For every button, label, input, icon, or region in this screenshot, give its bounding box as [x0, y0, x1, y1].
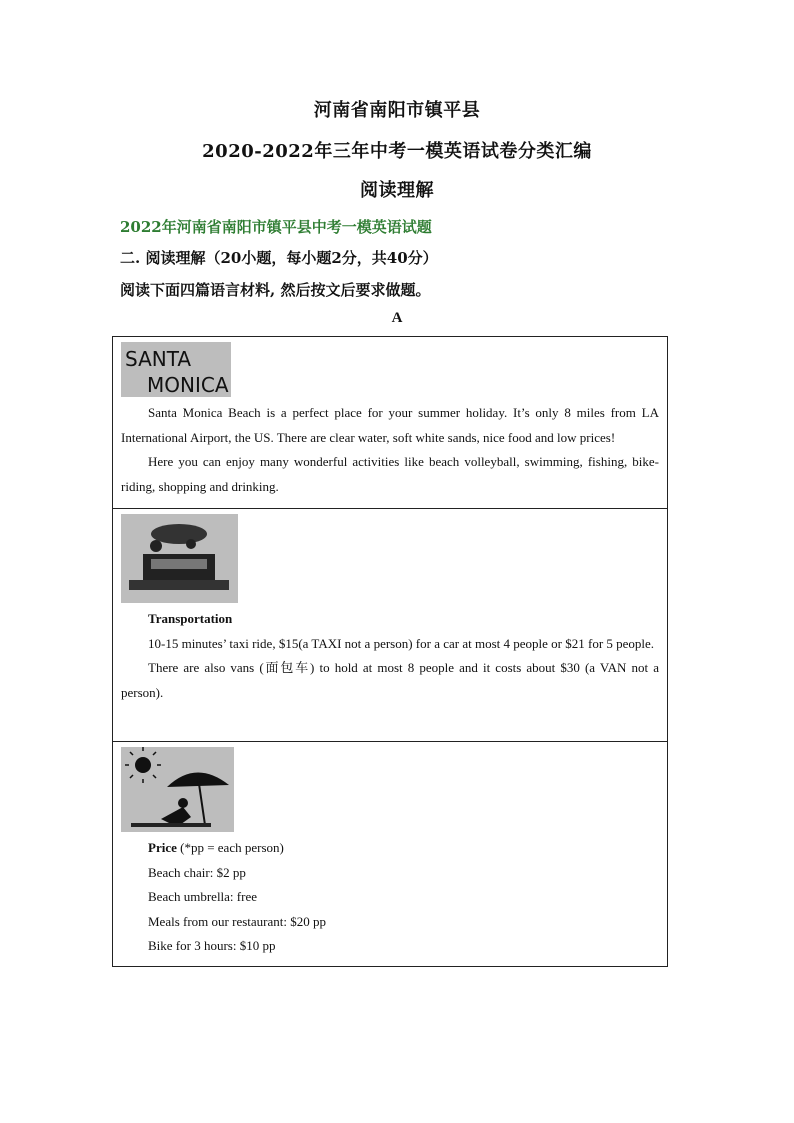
- taxi-beach-image: [121, 514, 238, 603]
- instruction-text: 阅读下面四篇语言材料, 然后按文后要求做题。: [120, 281, 431, 299]
- price-note: (*pp = each person): [176, 840, 284, 855]
- svg-text:MONICA: MONICA: [147, 373, 229, 397]
- santa-monica-logo: [121, 342, 231, 397]
- price-heading-line: [121, 836, 659, 861]
- price-row: [113, 742, 668, 967]
- price-item: Beach chair: $2 pp: [148, 864, 246, 880]
- doc-title-line1: 河南省南阳市镇平县: [313, 100, 481, 121]
- section-heading: 二. 阅读理解（20小题，每小题2分，共40分）: [120, 249, 438, 267]
- transport-paragraph-2: There are also vans (面包车) to hold at most 8 people and it costs about $30 (a VAN not a person).: [121, 660, 659, 700]
- transport-paragraph-1: 10-15 minutes’ taxi ride, $15(a TAXI not a person) for a car at most 4 people or $21 for 5 people.: [148, 635, 655, 651]
- beach-umbrella-image: [121, 747, 234, 832]
- price-heading: Price: [148, 840, 177, 855]
- price-cell: [113, 742, 668, 967]
- price-item: Beach umbrella: free: [148, 889, 257, 904]
- intro-cell: [113, 337, 668, 509]
- passage-label: A: [391, 310, 403, 326]
- exam-subtitle: 2022年河南省南阳市镇平县中考一模英语试题: [120, 218, 432, 236]
- price-item: Meals from our restaurant: $20 pp: [148, 913, 326, 929]
- intro-paragraph-2: Here you can enjoy many wonderful activities like beach volleyball, swimming, fishing, bike-riding, shopping and drinking.: [121, 454, 659, 494]
- transport-heading: Transportation: [148, 611, 233, 626]
- doc-title-line2: 2020-2022年三年中考一模英语试卷分类汇编: [202, 141, 592, 162]
- transport-row: [113, 509, 668, 742]
- intro-paragraph-1: Santa Monica Beach is a perfect place for your summer holiday. It’s only 8 miles from LA International Airport, the US. There are clear water, soft white sands, nice food and low prices!: [121, 405, 659, 445]
- passage-table: [112, 336, 668, 967]
- doc-title-line3: 阅读理解: [360, 180, 434, 201]
- transport-cell: [113, 509, 668, 742]
- intro-row: [113, 337, 668, 509]
- svg-text:SANTA: SANTA: [125, 347, 192, 371]
- price-item: Bike for 3 hours: $10 pp: [148, 938, 276, 953]
